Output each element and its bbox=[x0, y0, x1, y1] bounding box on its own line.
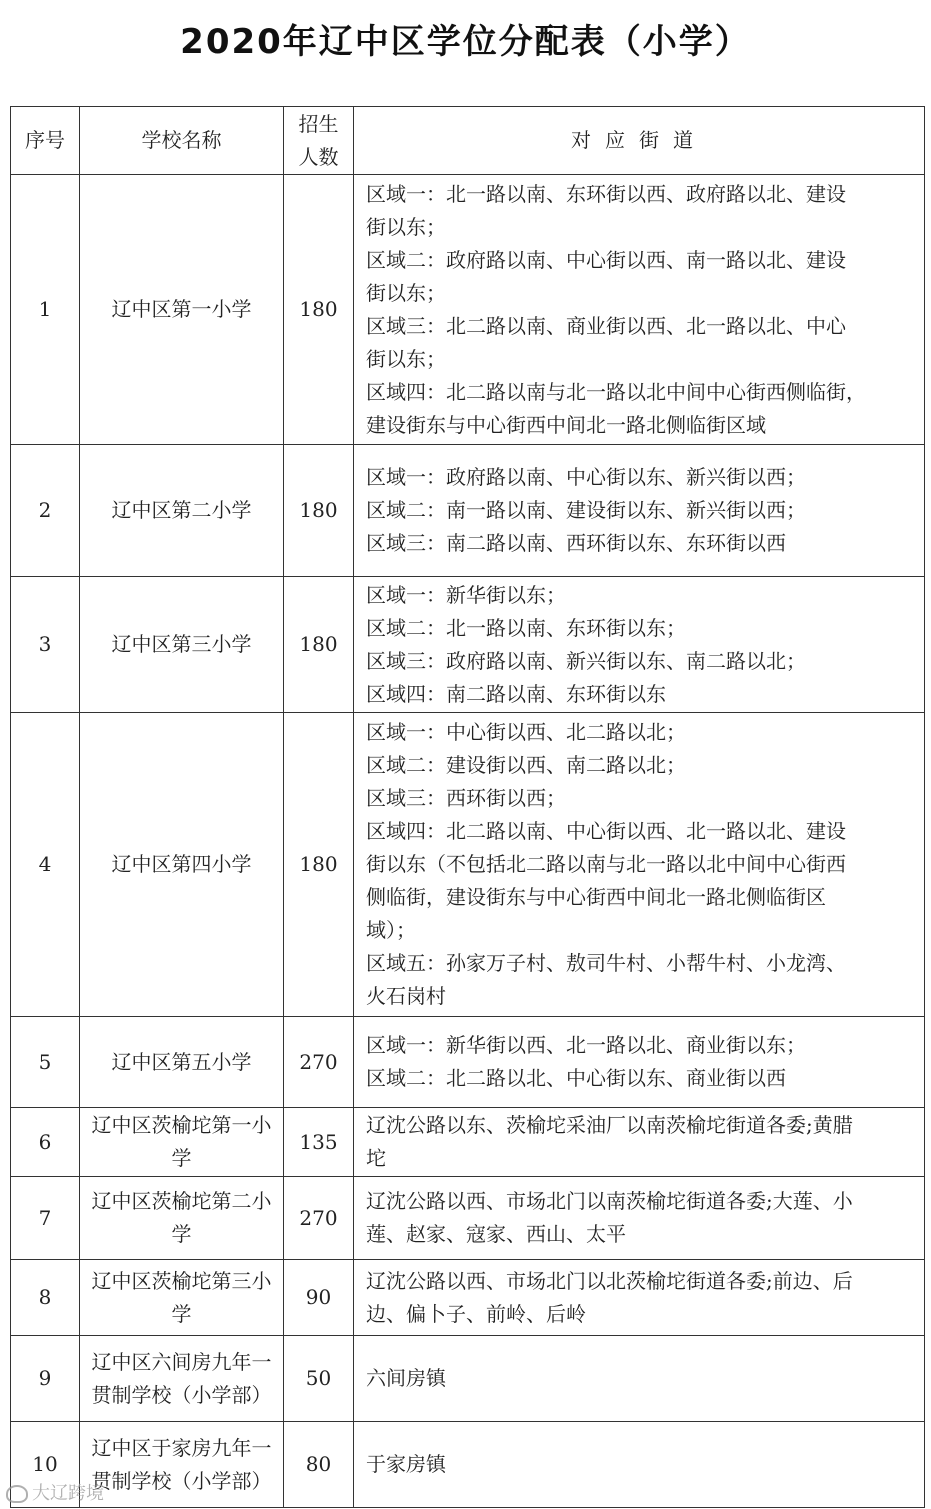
school-name: 辽中区六间房九年一贯制学校（小学部） bbox=[80, 1336, 284, 1422]
row-number: 5 bbox=[11, 1017, 80, 1108]
table-row bbox=[11, 1422, 925, 1508]
watermark bbox=[6, 1479, 104, 1505]
assigned-streets bbox=[354, 1422, 925, 1508]
row-number: 9 bbox=[11, 1336, 80, 1422]
street-line: 辽沈公路以西、市场北门以南茨榆坨街道各委;大莲、小 bbox=[366, 1189, 853, 1213]
street-line: 辽沈公路以东、茨榆坨采油厂以南茨榆坨街道各委;黄腊 bbox=[366, 1113, 853, 1137]
street-line: 区域一：中心街以西、北二路以北； bbox=[366, 720, 686, 744]
header-count-line1: 招生 bbox=[298, 111, 339, 136]
street-line: 区域二：北二路以北、中心街以东、商业街以西 bbox=[366, 1066, 786, 1090]
street-line: 区域三：北二路以南、商业街以西、北一路以北、中心 bbox=[366, 313, 846, 338]
table-row bbox=[11, 1336, 925, 1422]
school-name: 辽中区于家房九年一贯制学校（小学部） bbox=[80, 1422, 284, 1508]
street-line: 区域五：孙家万子村、敖司牛村、小帮牛村、小龙湾、 bbox=[366, 951, 846, 975]
assigned-streets bbox=[354, 1336, 925, 1422]
street-line: 侧临街，建设街东与中心街西中间北一路北侧临街区 bbox=[366, 885, 826, 909]
table-row bbox=[11, 1177, 925, 1260]
table-row bbox=[11, 445, 925, 577]
enrollment-count: 180 bbox=[284, 445, 354, 577]
street-line: 街以东（不包括北二路以南与北一路以北中间中心街西 bbox=[366, 852, 846, 876]
street-line: 建设街东与中心街西中间北一路北侧临街区域 bbox=[366, 412, 766, 437]
school-name: 辽中区第一小学 bbox=[80, 175, 284, 445]
street-line: 区域一：新华街以西、北一路以北、商业街以东； bbox=[366, 1033, 806, 1057]
enrollment-count: 80 bbox=[284, 1422, 354, 1508]
street-line: 区域二：北一路以南、东环街以东； bbox=[366, 615, 686, 640]
school-name: 辽中区茨榆坨第一小学 bbox=[80, 1108, 284, 1177]
row-number: 10 bbox=[11, 1422, 80, 1508]
table-row bbox=[11, 1108, 925, 1177]
street-line: 莲、赵家、寇家、西山、太平 bbox=[366, 1222, 626, 1246]
street-line: 区域三：南二路以南、西环街以东、东环街以西 bbox=[366, 531, 786, 555]
school-name: 辽中区第二小学 bbox=[80, 445, 284, 577]
assigned-streets bbox=[354, 445, 925, 577]
row-number: 7 bbox=[11, 1177, 80, 1260]
street-line: 区域一：北一路以南、东环街以西、政府路以北、建设 bbox=[366, 181, 846, 206]
school-name: 辽中区第四小学 bbox=[80, 713, 284, 1017]
street-line: 区域二：南一路以南、建设街以东、新兴街以西； bbox=[366, 498, 806, 522]
enrollment-count: 270 bbox=[284, 1177, 354, 1260]
table-row bbox=[11, 175, 925, 445]
assigned-streets bbox=[354, 577, 925, 713]
street-line: 街以东； bbox=[366, 280, 446, 305]
table-header-row bbox=[11, 107, 925, 175]
street-line: 区域二：建设街以西、南二路以北； bbox=[366, 753, 686, 777]
row-number: 4 bbox=[11, 713, 80, 1017]
street-line: 火石岗村 bbox=[366, 984, 446, 1008]
row-number: 3 bbox=[11, 577, 80, 713]
row-number: 6 bbox=[11, 1108, 80, 1177]
assigned-streets bbox=[354, 713, 925, 1017]
street-line: 街以东； bbox=[366, 214, 446, 239]
street-line: 区域二：政府路以南、中心街以西、南一路以北、建设 bbox=[366, 247, 846, 272]
assigned-streets bbox=[354, 175, 925, 445]
assigned-streets bbox=[354, 1260, 925, 1336]
street-line: 区域四：南二路以南、东环街以东 bbox=[366, 681, 666, 706]
street-line: 区域三：政府路以南、新兴街以东、南二路以北； bbox=[366, 648, 806, 673]
street-line: 辽沈公路以西、市场北门以北茨榆坨街道各委;前边、后 bbox=[366, 1268, 853, 1293]
street-line: 街以东； bbox=[366, 346, 446, 371]
street-line: 于家房镇 bbox=[366, 1452, 446, 1476]
assigned-streets bbox=[354, 1177, 925, 1260]
enrollment-count: 180 bbox=[284, 577, 354, 713]
row-number: 1 bbox=[11, 175, 80, 445]
enrollment-count: 90 bbox=[284, 1260, 354, 1336]
school-name: 辽中区茨榆坨第三小学 bbox=[80, 1260, 284, 1336]
header-area: 对应街道 bbox=[354, 107, 925, 175]
street-line: 区域四：北二路以南与北一路以北中间中心街西侧临街， bbox=[366, 379, 866, 404]
school-name: 辽中区第三小学 bbox=[80, 577, 284, 713]
assigned-streets bbox=[354, 1108, 925, 1177]
row-number: 8 bbox=[11, 1260, 80, 1336]
table-row bbox=[11, 1017, 925, 1108]
school-name: 辽中区茨榆坨第二小学 bbox=[80, 1177, 284, 1260]
street-line: 区域一：政府路以南、中心街以东、新兴街以西； bbox=[366, 465, 806, 489]
street-line: 区域三：西环街以西； bbox=[366, 786, 566, 810]
header-count-line2: 人数 bbox=[298, 144, 339, 169]
enrollment-count: 270 bbox=[284, 1017, 354, 1108]
table-row bbox=[11, 577, 925, 713]
table-row bbox=[11, 1260, 925, 1336]
header-school-name: 学校名称 bbox=[80, 107, 284, 175]
street-line: 区域四：北二路以南、中心街以西、北一路以北、建设 bbox=[366, 819, 846, 843]
table-row bbox=[11, 713, 925, 1017]
enrollment-count: 180 bbox=[284, 175, 354, 445]
watermark-text: 大辽跨境 bbox=[32, 1483, 104, 1504]
enrollment-count: 135 bbox=[284, 1108, 354, 1177]
street-line: 区域一：新华街以东； bbox=[366, 582, 566, 607]
enrollment-count: 180 bbox=[284, 713, 354, 1017]
page-title: 2020年辽中区学位分配表（小学） bbox=[180, 22, 751, 62]
street-line: 边、偏卜子、前岭、后岭 bbox=[366, 1301, 586, 1326]
street-line: 坨 bbox=[366, 1146, 386, 1170]
enrollment-count: 50 bbox=[284, 1336, 354, 1422]
street-line: 六间房镇 bbox=[366, 1366, 446, 1390]
header-no: 序号 bbox=[11, 107, 80, 175]
header-count bbox=[284, 107, 354, 175]
weibo-logo-icon bbox=[6, 1485, 28, 1503]
school-name: 辽中区第五小学 bbox=[80, 1017, 284, 1108]
allocation-table bbox=[10, 106, 925, 1508]
row-number: 2 bbox=[11, 445, 80, 577]
street-line: 域）； bbox=[366, 918, 416, 942]
assigned-streets bbox=[354, 1017, 925, 1108]
